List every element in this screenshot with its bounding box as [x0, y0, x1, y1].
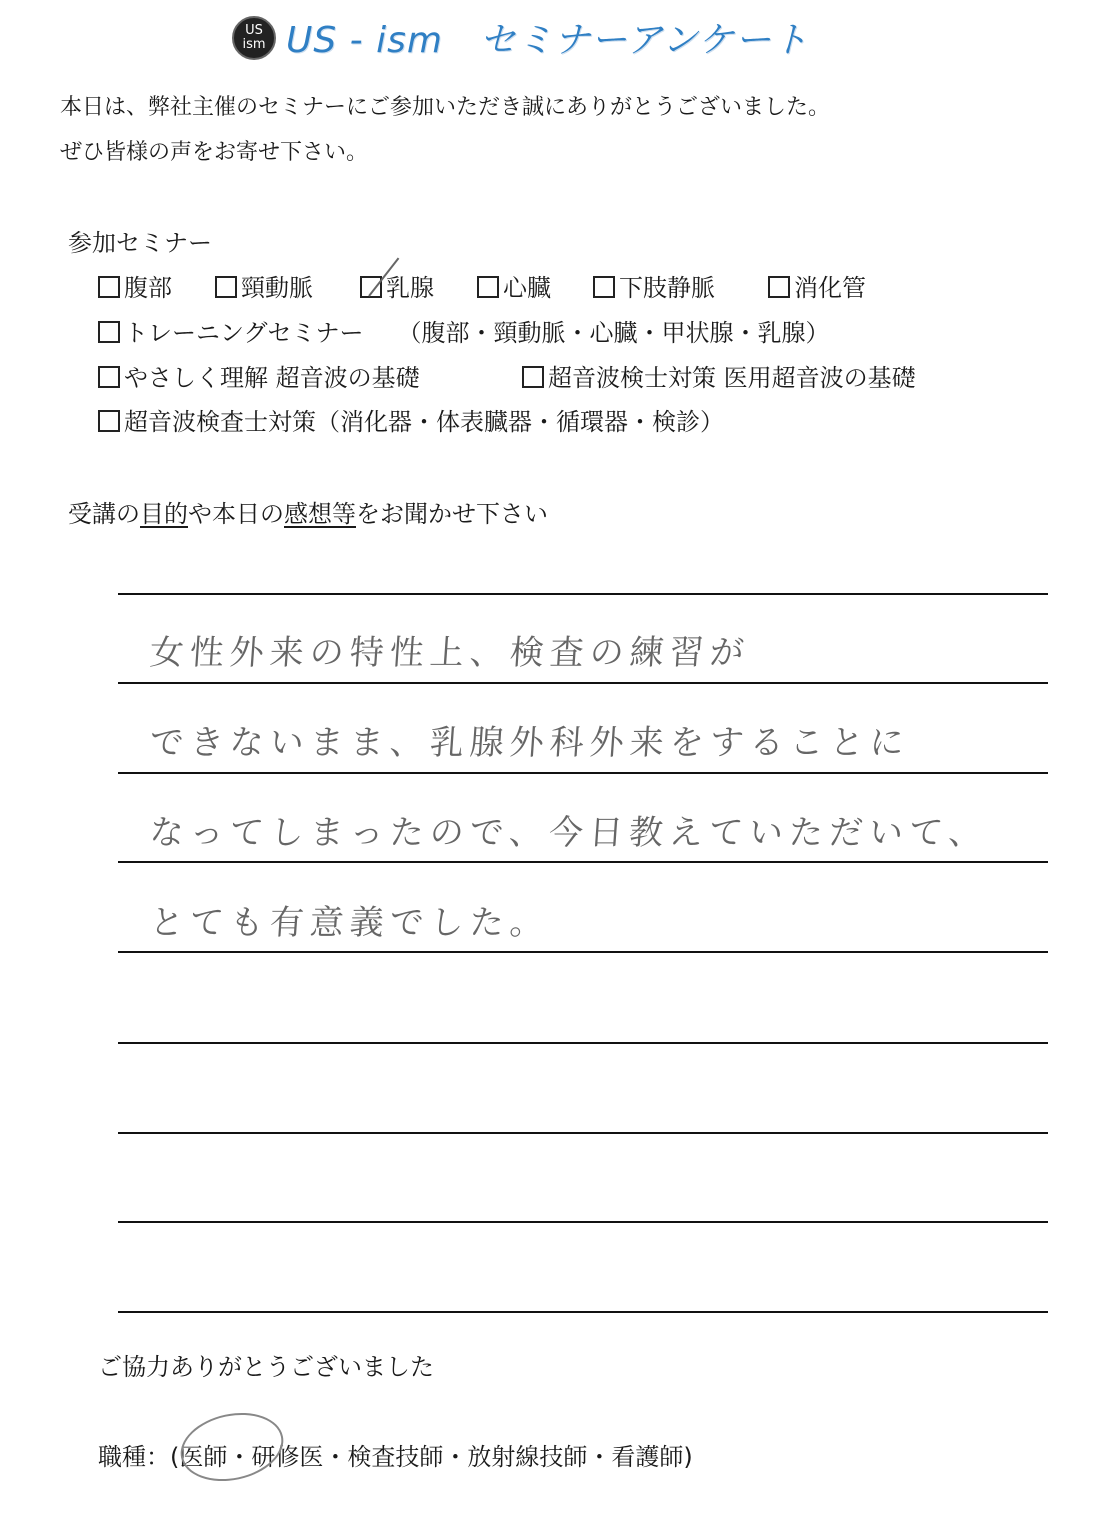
us-ism-logo [232, 16, 276, 60]
checkbox-checked[interactable] [360, 276, 382, 298]
question-heading [68, 494, 548, 529]
checkbox[interactable] [98, 366, 120, 388]
option-carotid[interactable] [215, 268, 313, 303]
handwritten-answer-1: 女性外来の特性上、検査の練習が [148, 633, 752, 673]
logo-text-sub: ism [242, 36, 266, 52]
q-underlined: 感想等 [284, 500, 356, 528]
answer-line [118, 1042, 1048, 1044]
checkbox[interactable] [98, 321, 120, 343]
answer-line [118, 1221, 1048, 1223]
answer-line [118, 861, 1048, 863]
option-label: トレーニングセミナー [124, 319, 364, 347]
q-text: や本日の [188, 500, 284, 528]
answer-line [118, 951, 1048, 953]
option-heart[interactable] [477, 268, 551, 303]
checkbox[interactable] [477, 276, 499, 298]
option-basic[interactable] [98, 358, 420, 393]
thanks-text: ご協力ありがとうございました [98, 1353, 434, 1381]
occupation-options[interactable]: (医師・研修医・検査技師・放射線技師・看護師) [170, 1443, 693, 1471]
answer-line [118, 1132, 1048, 1134]
option-label: 頸動脈 [241, 274, 313, 302]
option-digestive[interactable] [768, 268, 866, 303]
option-detail: （腹部・頸動脈・心臓・甲状腺・乳腺） [397, 319, 830, 347]
option-label: 腹部 [124, 274, 172, 302]
option-training[interactable] [98, 313, 830, 348]
selection-circle [174, 1404, 289, 1490]
checkbox[interactable] [768, 276, 790, 298]
answer-line [118, 682, 1048, 684]
intro-line-1: 本日は、弊社主催のセミナーにご参加いただき誠にありがとうございました。 [60, 95, 831, 120]
form-title [232, 12, 809, 63]
intro-line-2: ぜひ皆様の声をお寄せ下さい。 [60, 140, 369, 165]
option-breast[interactable] [360, 268, 434, 303]
q-text: 受講の [68, 500, 140, 528]
checkbox[interactable] [593, 276, 615, 298]
answer-line [118, 593, 1048, 595]
checkbox[interactable] [98, 410, 120, 432]
checkbox[interactable] [215, 276, 237, 298]
logo-text: US [245, 22, 263, 38]
option-label: 超音波検士対策 医用超音波の基礎 [548, 364, 916, 392]
option-lower-limb-vein[interactable] [593, 268, 715, 303]
seminar-heading: 参加セミナー [68, 229, 212, 257]
handwritten-answer-3: なってしまったので、今日教えていただいて、 [148, 813, 990, 853]
option-label: 心臓 [503, 274, 551, 302]
option-label: 下肢静脈 [619, 274, 715, 302]
checkbox[interactable] [98, 276, 120, 298]
answer-line [118, 1311, 1048, 1313]
option-label: やさしく理解 超音波の基礎 [124, 364, 420, 392]
option-label: 乳腺 [386, 274, 434, 302]
answer-line [118, 772, 1048, 774]
option-examiner[interactable] [98, 402, 724, 437]
checkbox[interactable] [522, 366, 544, 388]
option-exam[interactable] [522, 358, 916, 393]
option-label: 消化管 [794, 274, 866, 302]
title-text: US - ism セミナーアンケート [286, 20, 809, 61]
q-underlined: 目的 [140, 500, 188, 528]
handwritten-answer-4: とても有意義でした。 [148, 903, 552, 943]
occupation-label: 職種： [98, 1443, 170, 1471]
handwritten-answer-2: できないまま、乳腺外科外来をすることに [148, 723, 912, 763]
option-label: 超音波検査士対策（消化器・体表臓器・循環器・検診） [124, 408, 724, 436]
option-abdomen[interactable] [98, 268, 172, 303]
q-text: をお聞かせ下さい [356, 500, 548, 528]
